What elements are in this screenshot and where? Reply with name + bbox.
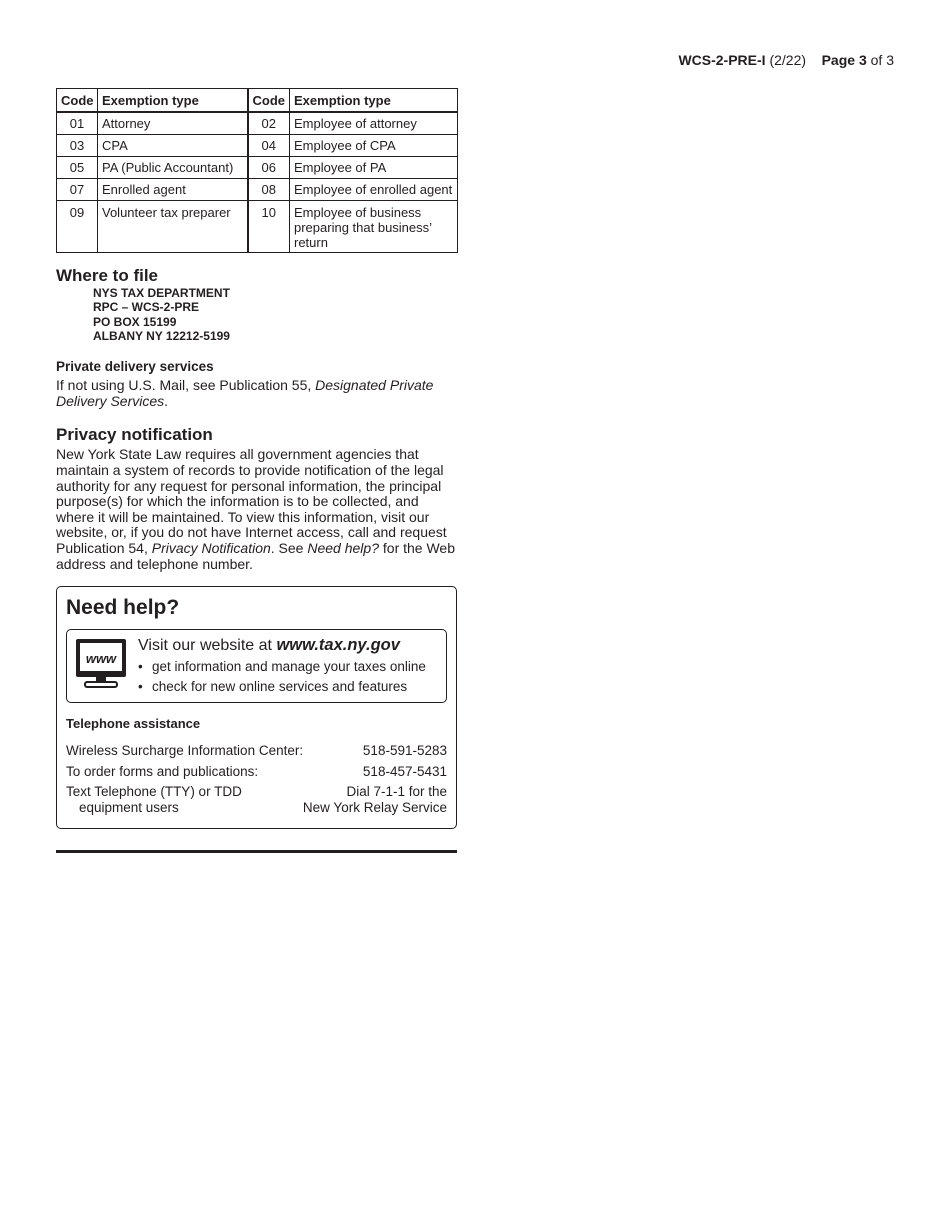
code-cell: 06 — [248, 157, 290, 179]
where-to-file-heading: Where to file — [56, 266, 159, 285]
page-of: of 3 — [870, 52, 894, 68]
exemption-code-table — [56, 88, 458, 253]
publication-55-title: Designated Private Delivery Services — [56, 377, 434, 409]
phone-row — [66, 764, 447, 780]
phone-row — [66, 743, 447, 759]
telephone-heading: Telephone assistance — [66, 716, 201, 732]
code-cell: 04 — [248, 135, 290, 157]
code-cell: 02 — [248, 112, 290, 135]
exemption-type-cell: Volunteer tax preparer — [98, 201, 248, 253]
code-cell: 09 — [57, 201, 98, 253]
private-delivery-heading: Private delivery services — [56, 359, 214, 375]
table-header: Exemption type — [98, 89, 248, 113]
code-cell: 07 — [57, 179, 98, 201]
need-help-reference: Need help? — [307, 539, 379, 556]
bullet-item: • get information and manage your taxes online — [138, 659, 426, 675]
private-delivery-text: If not using U.S. Mail, see Publication 55, Designated Private Delivery Services. — [56, 377, 434, 409]
phone-number: Dial 7-1-1 for the New York Relay Service — [302, 784, 447, 815]
code-cell: 05 — [57, 157, 98, 179]
address-line: NYS TAX DEPARTMENT — [93, 286, 230, 300]
table-header-row — [57, 89, 458, 113]
table-row — [57, 135, 458, 157]
phone-row — [66, 784, 447, 815]
form-header — [678, 52, 894, 68]
website-link[interactable]: www.tax.ny.gov — [276, 636, 400, 655]
table-row — [57, 201, 458, 253]
exemption-type-cell: Employee of business preparing that business’ return — [290, 201, 458, 253]
exemption-type-cell: Employee of PA — [290, 157, 458, 179]
bottom-divider — [56, 850, 457, 853]
table-header: Code — [57, 89, 98, 113]
phone-label: To order forms and publications: — [66, 763, 259, 779]
code-cell: 08 — [248, 179, 290, 201]
bullet-item: • check for new online services and features — [138, 679, 408, 695]
exemption-type-cell: CPA — [98, 135, 248, 157]
privacy-section — [56, 425, 457, 572]
phone-number: 518-457-5431 — [362, 763, 447, 779]
privacy-text: New York State Law requires all government agencies that maintain a system of records to provide notification of the legal authority for any request for personal information, the principal purpose(s) for which the information is to be collected, and where it will be maintained. To view this information, visit our website, or, if you do not have Internet access, call and request Publication 54, Privacy Notification. See Need help? for the Web address and telephone number. — [56, 446, 456, 572]
table-row — [57, 112, 458, 135]
exemption-type-cell: PA (Public Accountant) — [98, 157, 248, 179]
code-cell: 10 — [248, 201, 290, 253]
www-monitor-icon — [75, 638, 127, 688]
website-text — [138, 634, 426, 697]
exemption-type-cell: Enrolled agent — [98, 179, 248, 201]
exemption-type-cell: Employee of enrolled agent — [290, 179, 458, 201]
form-id: WCS-2-PRE-I — [678, 52, 766, 68]
phone-label: Text Telephone (TTY) or TDD equipment users — [66, 784, 242, 815]
visit-website-line: Visit our website at www.tax.ny.gov — [138, 636, 400, 655]
page-number: 3 — [858, 52, 867, 68]
svg-text:www: www — [85, 651, 117, 667]
form-revision: (2/22) — [769, 52, 807, 68]
publication-54-title: Privacy Notification — [151, 539, 271, 556]
address-line: RPC – WCS-2-PRE — [93, 300, 200, 315]
page-label: Page — [821, 52, 856, 68]
phone-label: Wireless Surcharge Information Center: — [66, 743, 304, 759]
table-row — [57, 179, 458, 201]
need-help-box — [56, 586, 457, 828]
need-help-title: Need help? — [66, 596, 180, 620]
table-header: Code — [248, 89, 290, 113]
private-delivery-section — [56, 358, 457, 409]
table-row — [57, 157, 458, 179]
exemption-type-cell: Attorney — [98, 112, 248, 135]
code-cell: 01 — [57, 112, 98, 135]
where-to-file-section — [56, 266, 457, 343]
address-line: ALBANY NY 12212-5199 — [93, 328, 230, 343]
exemption-type-cell: Employee of attorney — [290, 112, 458, 135]
exemption-type-cell: Employee of CPA — [290, 135, 458, 157]
main-column — [56, 88, 457, 829]
address-line: PO BOX 15199 — [93, 314, 177, 329]
phone-number: 518-591-5283 — [362, 743, 447, 759]
website-box — [66, 629, 447, 703]
code-cell: 03 — [57, 135, 98, 157]
privacy-heading: Privacy notification — [56, 425, 213, 445]
table-header: Exemption type — [290, 89, 458, 113]
mailing-address — [93, 286, 457, 343]
